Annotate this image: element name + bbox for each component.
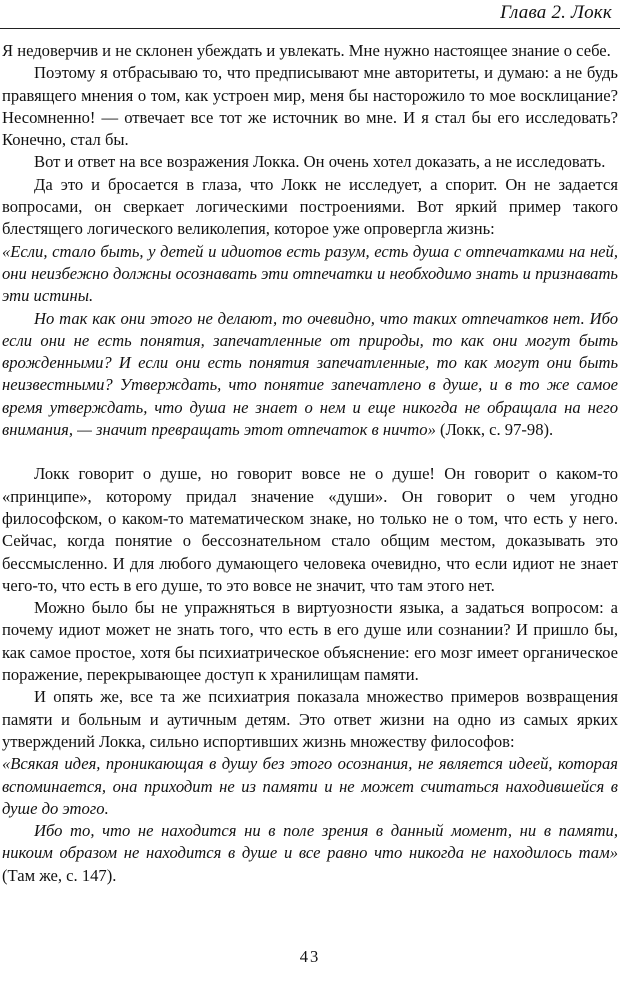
paragraph: Локк говорит о душе, но говорит вовсе не о душе! Он говорит о каком-то «принципе», которому придал значение «души». Он говорит о чем угодно философском, о каком-то математическом знаке, но только не о том, что есть у него. Сейчас, когда понятие о бессознательном стало общим местом, доказывать это бессмысленно. И для любого думающего человека очевидно, что если идиот не знает чего-то, что есть в его душе, то это вовсе не значит, что там этого нет. xyxy=(2,464,618,595)
paragraph: Да это и бросается в глаза, что Локк не исследует, а спорит. Он не задается вопросами, он сверкает логическими построениями. Вот яркий пример такого блестящего логического великолепия, которое уже опровергла жизнь: xyxy=(2,174,618,239)
paragraph: Я недоверчив и не склонен убеждать и увлекать. Мне нужно настоящее знание о себе. xyxy=(2,41,611,60)
running-header xyxy=(0,0,620,32)
block-quote: «Если, стало быть, у детей и идиотов есть разум, есть душа с отпечатками на ней, они неизбежно должны осознавать эти отпечатки и необходимо знать и признавать эти истины. xyxy=(2,241,618,306)
block-quote xyxy=(2,308,618,442)
page-body xyxy=(2,40,618,887)
block-quote xyxy=(2,820,618,887)
header-rule xyxy=(0,28,620,29)
quote-text: Ибо то, что не находится ни в поле зрения в данный момент, ни в памяти, никоим образом не находится в душе и все равно что никогда не находилось там» xyxy=(2,821,618,863)
paragraph: Вот и ответ на все возражения Локка. Он очень хотел доказать, а не исследовать. xyxy=(34,152,606,172)
block-quote: «Всякая идея, проникающая в душу без этого осознания, не является идеей, которая вспоминается, она приходит не из памяти и не может считаться находившейся в душе до этого. xyxy=(2,754,618,818)
citation: (Там же, с. 147). xyxy=(2,865,117,885)
quote-text: Но так как они этого не делают, то очевидно, что таких отпечатков нет. Ибо если они не есть понятия, запечатленные от природы, то как они могут быть врожденными? И если они есть понятия запечатленные, то как могут они быть неизвестными? Утверждать, что понятие запечатлено в душе, и в то же самое время утверждать, что душа не знает о нем и еще никогда не обращала на него внимания, — значит превращать этот отпечаток в ничто» xyxy=(2,308,618,440)
page-number: 43 xyxy=(299,947,321,966)
paragraph: И опять же, все та же психиатрия показала множество примеров возвращения памяти и больным и аутичным детям. Это ответ жизни на одно из самых ярких утверждений Локка, сильно испортивших жизнь множеству философов: xyxy=(2,687,618,751)
section-gap xyxy=(2,441,618,463)
paragraph: Можно было бы не упражняться в виртуозности языка, а задаться вопросом: а почему идиот может не знать того, что есть в его душе или сознании? И пришло бы, как самое простое, хотя бы психиатрическое объяснение: его мозг имеет органическое поражение, перекрывающее доступ к хранилищам памяти. xyxy=(2,598,618,685)
running-title: Глава 2. Локк xyxy=(500,2,612,23)
citation: (Локк, с. 97-98). xyxy=(435,420,554,440)
paragraph: Поэтому я отбрасываю то, что предписывают мне авторитеты, и думаю: а не будь правящего мнения о том, как устроен мир, меня бы насторожило то мое восклицание? Несомненно! — отвечает все тот же источник во мне. И я стал бы его исследовать? Конечно, стал бы. xyxy=(2,63,618,150)
